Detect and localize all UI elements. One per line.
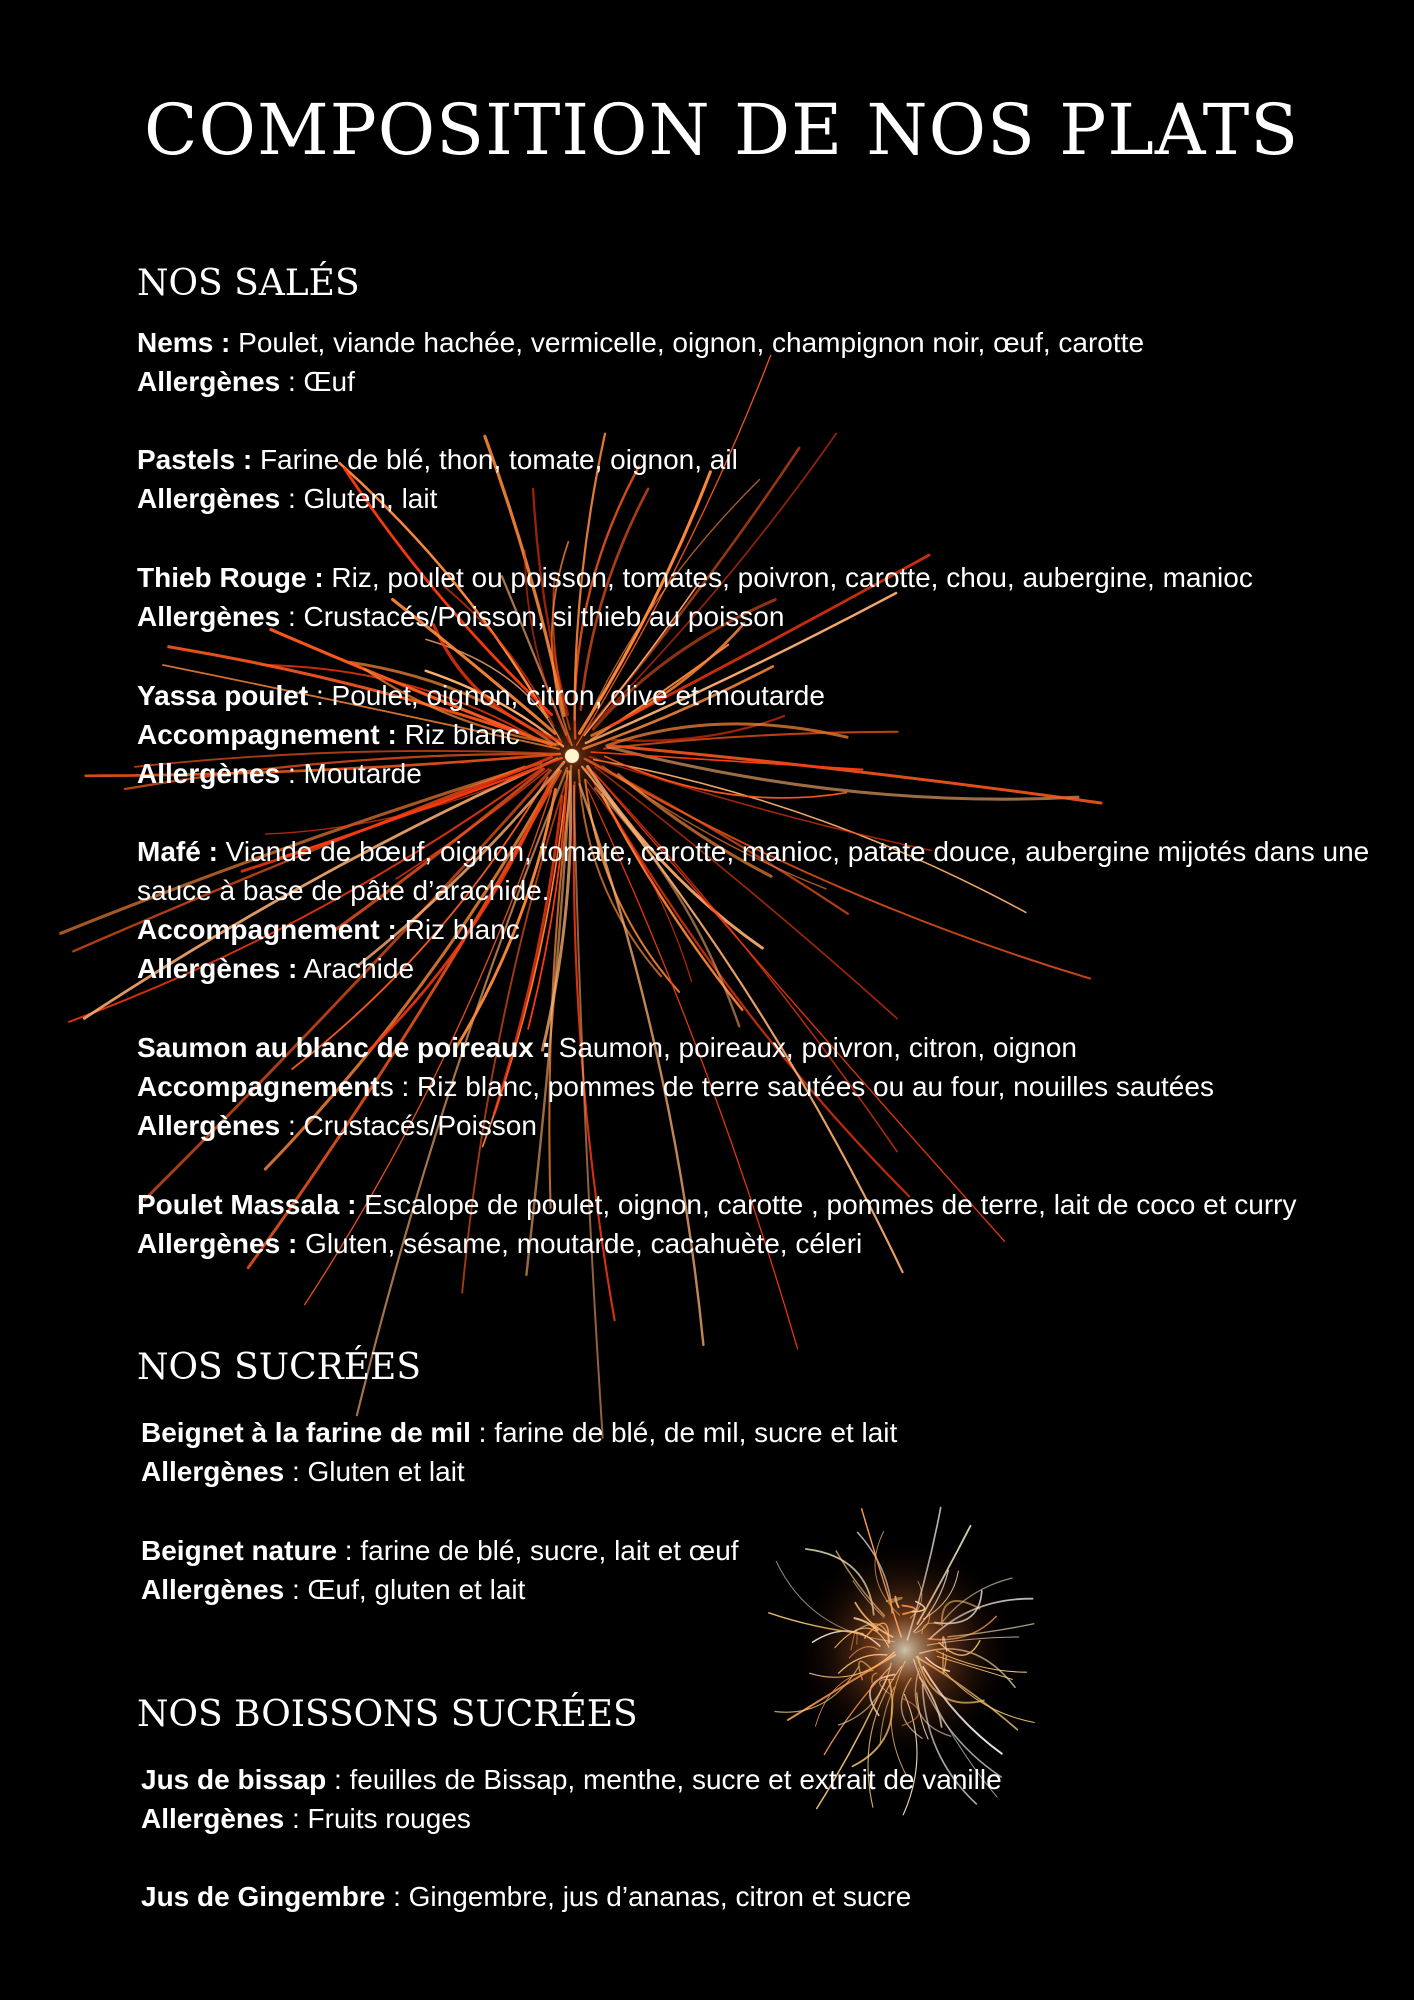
dish-name: Beignet nature <box>141 1535 338 1566</box>
dish-pastels <box>137 440 1397 518</box>
dish-yassa-poulet <box>137 676 1397 793</box>
drink-jus-gingembre <box>141 1877 1401 1916</box>
dish-ingredients: Farine de blé, thon, tomate, oignon, ail <box>252 444 738 475</box>
dish-name: Yassa poulet <box>137 680 309 711</box>
section-heading-boissons: NOS BOISSONS SUCRÉES <box>137 1694 638 1735</box>
drink-jus-bissap <box>141 1760 1401 1838</box>
page-title: COMPOSITION DE NOS PLATS <box>144 89 1300 171</box>
side-label: Accompagnement : <box>137 719 397 750</box>
allergens-value: : Moutarde <box>280 758 422 789</box>
dish-ingredients: Viande de bœuf, oignon, tomate, carotte, manioc, patate douce, aubergine mijotés dans une sauce à base de pâte d’arachide. <box>137 836 1370 906</box>
allergens-label: Allergènes <box>137 758 281 789</box>
allergens-value: : Crustacés/Poisson, si thieb au poisson <box>280 601 785 632</box>
dish-mafe <box>137 832 1397 988</box>
dish-poulet-massala <box>137 1185 1397 1263</box>
dish-ingredients: : farine de blé, sucre, lait et œuf <box>337 1535 739 1566</box>
allergens-label: Allergènes <box>141 1574 285 1605</box>
dish-name: Thieb Rouge : <box>137 562 324 593</box>
section-heading-sales: NOS SALÉS <box>137 263 360 304</box>
dish-name: Beignet à la farine de mil <box>141 1417 471 1448</box>
side-value: s : Riz blanc, pommes de terre sautées ou au four, nouilles sautées <box>379 1071 1214 1102</box>
dish-ingredients: Escalope de poulet, oignon, carotte , pommes de terre, lait de coco et curry <box>356 1189 1297 1220</box>
dish-name: Pastels : <box>137 444 253 475</box>
allergens-label: Allergènes : <box>137 953 298 984</box>
side-label: Accompagnement : <box>137 914 397 945</box>
allergens-value: : Œuf <box>280 366 355 397</box>
dish-name: Nems : <box>137 327 231 358</box>
allergens-label: Allergènes : <box>137 1228 298 1259</box>
allergens-label: Allergènes <box>137 366 281 397</box>
dish-ingredients: Saumon, poireaux, poivron, citron, oignon <box>550 1032 1077 1063</box>
side-value: Riz blanc <box>396 914 520 945</box>
dessert-beignet-nature <box>141 1531 1401 1609</box>
allergens-value: : Gluten et lait <box>284 1456 465 1487</box>
dish-ingredients: Riz, poulet ou poisson, tomates, poivron, carotte, chou, aubergine, manioc <box>323 562 1253 593</box>
dish-name: Mafé : <box>137 836 218 867</box>
dish-ingredients: : Gingembre, jus d’ananas, citron et sucre <box>385 1881 912 1912</box>
dessert-beignet-mil <box>141 1413 1401 1491</box>
allergens-value: : Crustacés/Poisson <box>280 1110 537 1141</box>
dish-ingredients: : Poulet, oignon, citron, olive et moutarde <box>308 680 825 711</box>
dish-saumon-poireaux <box>137 1028 1397 1145</box>
allergens-label: Allergènes <box>141 1456 285 1487</box>
dish-name: Saumon au blanc de poireaux : <box>137 1032 551 1063</box>
side-value: Riz blanc <box>396 719 520 750</box>
dish-nems <box>137 323 1397 401</box>
allergens-label: Allergènes <box>137 1110 281 1141</box>
side-label: Accompagnement <box>137 1071 380 1102</box>
dish-name: Poulet Massala : <box>137 1189 357 1220</box>
allergens-label: Allergènes <box>141 1803 285 1834</box>
allergens-value: : Gluten, lait <box>280 483 438 514</box>
dish-name: Jus de Gingembre <box>141 1881 386 1912</box>
allergens-value: Gluten, sésame, moutarde, cacahuète, céleri <box>297 1228 863 1259</box>
dish-ingredients: : feuilles de Bissap, menthe, sucre et extrait de vanille <box>326 1764 1002 1795</box>
allergens-label: Allergènes <box>137 601 281 632</box>
dish-thieb-rouge <box>137 558 1397 636</box>
allergens-label: Allergènes <box>137 483 281 514</box>
dish-ingredients: : farine de blé, de mil, sucre et lait <box>470 1417 898 1448</box>
dish-name: Jus de bissap <box>141 1764 327 1795</box>
allergens-value: Arachide <box>297 953 415 984</box>
section-heading-sucrees: NOS SUCRÉES <box>137 1347 421 1388</box>
dish-ingredients: Poulet, viande hachée, vermicelle, oignon, champignon noir, œuf, carotte <box>230 327 1145 358</box>
allergens-value: : Fruits rouges <box>284 1803 471 1834</box>
allergens-value: : Œuf, gluten et lait <box>284 1574 526 1605</box>
